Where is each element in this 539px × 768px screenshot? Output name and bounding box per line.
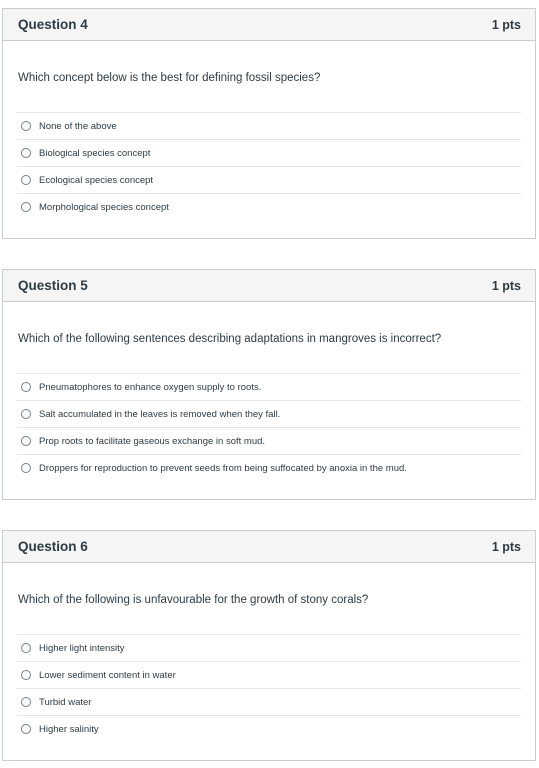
question-card-4 <box>2 8 536 239</box>
radio-button[interactable] <box>21 670 31 680</box>
radio-button[interactable] <box>21 436 31 446</box>
question-body <box>3 41 535 220</box>
answer-label: Higher light intensity <box>39 642 125 654</box>
question-header <box>3 531 535 563</box>
answer-label: Morphological species concept <box>39 201 169 213</box>
radio-button[interactable] <box>21 382 31 392</box>
question-title: Question 6 <box>18 539 88 554</box>
answer-list <box>17 373 521 481</box>
question-points: 1 pts <box>491 278 521 293</box>
question-text: Which of the following is unfavourable for the growth of stony corals? <box>18 594 369 606</box>
answer-option[interactable] <box>17 454 521 481</box>
radio-button[interactable] <box>21 175 31 185</box>
radio-button[interactable] <box>21 697 31 707</box>
radio-button[interactable] <box>21 724 31 734</box>
answer-label: Lower sediment content in water <box>39 669 176 681</box>
answer-option[interactable] <box>17 112 521 139</box>
answer-label: Droppers for reproduction to prevent seeds from being suffocated by anoxia in the mud. <box>39 462 407 474</box>
answer-list <box>17 634 521 742</box>
answer-label: Ecological species concept <box>39 174 154 186</box>
radio-button[interactable] <box>21 409 31 419</box>
answer-label: Prop roots to facilitate gaseous exchange in soft mud. <box>39 435 266 447</box>
answer-option[interactable] <box>17 715 521 742</box>
question-body <box>3 302 535 481</box>
question-text: Which concept below is the best for defining fossil species? <box>18 72 321 84</box>
question-header <box>3 9 535 41</box>
answer-option[interactable] <box>17 193 521 220</box>
answer-list <box>17 112 521 220</box>
answer-option[interactable] <box>17 661 521 688</box>
answer-option[interactable] <box>17 688 521 715</box>
radio-button[interactable] <box>21 121 31 131</box>
question-points: 1 pts <box>491 17 521 32</box>
question-points: 1 pts <box>491 539 521 554</box>
answer-label: None of the above <box>39 120 117 132</box>
question-title: Question 4 <box>18 17 88 32</box>
question-body <box>3 563 535 742</box>
answer-option[interactable] <box>17 139 521 166</box>
answer-option[interactable] <box>17 634 521 661</box>
radio-button[interactable] <box>21 643 31 653</box>
radio-button[interactable] <box>21 463 31 473</box>
radio-button[interactable] <box>21 202 31 212</box>
question-card-5 <box>2 269 536 500</box>
answer-label: Turbid water <box>39 696 92 708</box>
answer-option[interactable] <box>17 427 521 454</box>
question-text: Which of the following sentences describing adaptations in mangroves is incorrect? <box>18 333 442 345</box>
answer-label: Biological species concept <box>39 147 151 159</box>
answer-label: Pneumatophores to enhance oxygen supply to roots. <box>39 381 262 393</box>
answer-label: Higher salinity <box>39 723 99 735</box>
answer-label: Salt accumulated in the leaves is removed when they fall. <box>39 408 281 420</box>
answer-option[interactable] <box>17 400 521 427</box>
answer-option[interactable] <box>17 373 521 400</box>
radio-button[interactable] <box>21 148 31 158</box>
question-header <box>3 270 535 302</box>
question-card-6 <box>2 530 536 761</box>
question-title: Question 5 <box>18 278 88 293</box>
answer-option[interactable] <box>17 166 521 193</box>
